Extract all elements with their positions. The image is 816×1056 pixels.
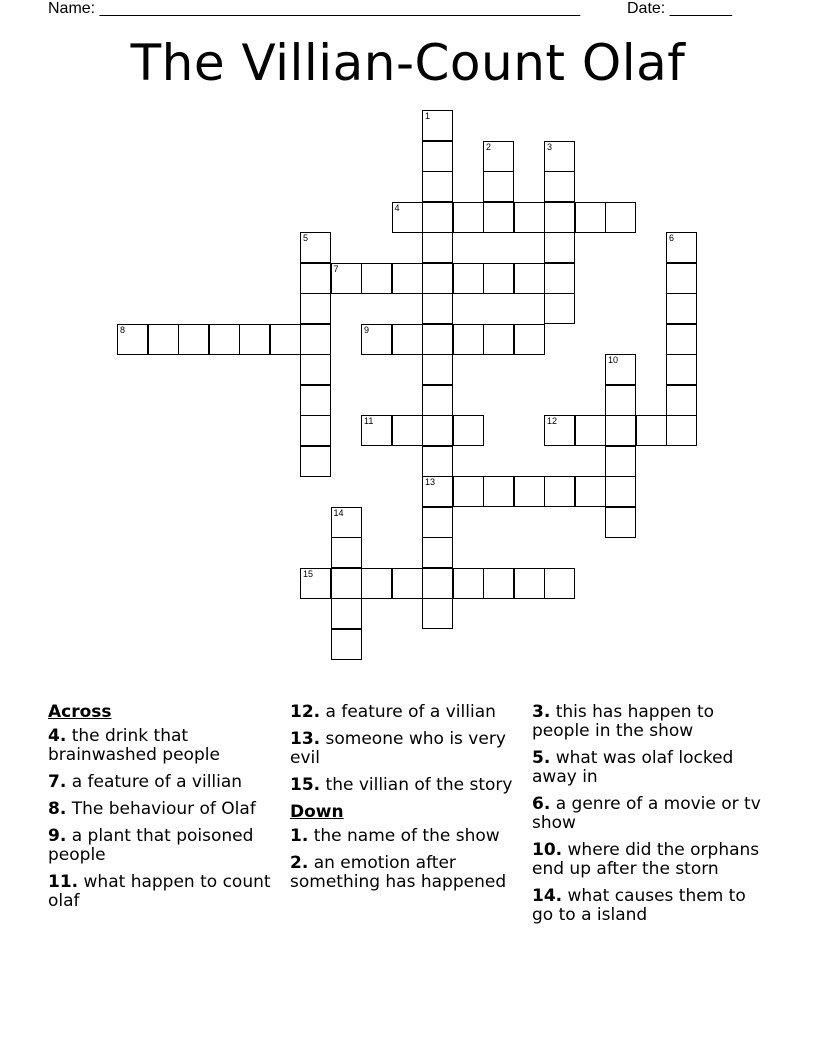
clue-text: the name of the show xyxy=(308,826,500,846)
grid-cell[interactable] xyxy=(361,324,392,355)
grid-cell[interactable] xyxy=(361,415,392,446)
clue-number: 4. xyxy=(48,726,67,746)
clue-number: 8. xyxy=(48,799,67,819)
clue-across-11 xyxy=(48,873,284,911)
grid-cell[interactable] xyxy=(422,293,453,324)
grid-cell[interactable] xyxy=(544,232,575,263)
grid-cell[interactable] xyxy=(453,568,484,599)
clue-text: a genre of a movie or tv show xyxy=(532,794,761,833)
grid-cell[interactable] xyxy=(422,324,453,355)
grid-cell[interactable] xyxy=(331,629,362,660)
grid-cell[interactable] xyxy=(422,171,453,202)
clue-text: what causes them to go to a island xyxy=(532,886,746,925)
grid-cell[interactable] xyxy=(300,324,331,355)
clue-number: 6. xyxy=(532,794,551,814)
clue-number: 2. xyxy=(290,853,309,873)
clue-down-10 xyxy=(532,841,768,879)
clue-number: 5. xyxy=(532,748,551,768)
clue-across-15 xyxy=(290,776,526,795)
grid-cell[interactable] xyxy=(422,415,453,446)
grid-cell[interactable] xyxy=(392,568,423,599)
clue-column-3 xyxy=(532,703,768,933)
grid-cell[interactable] xyxy=(514,202,545,233)
clue-number: 7. xyxy=(48,772,67,792)
grid-cell[interactable] xyxy=(483,263,514,294)
across-heading: Across xyxy=(48,702,112,722)
grid-cell[interactable] xyxy=(666,354,697,385)
grid-cell[interactable] xyxy=(148,324,179,355)
grid-cell[interactable] xyxy=(300,263,331,294)
grid-cell[interactable] xyxy=(178,324,209,355)
clue-number: 10. xyxy=(532,840,563,860)
cell-number: 9 xyxy=(364,324,370,335)
clue-across-13 xyxy=(290,730,526,768)
grid-cell[interactable] xyxy=(331,537,362,568)
name-field-label: Name: ______________________________________________________ xyxy=(48,0,581,17)
grid-cell[interactable] xyxy=(422,232,453,263)
grid-cell[interactable] xyxy=(575,476,606,507)
grid-cell[interactable] xyxy=(666,263,697,294)
grid-cell[interactable] xyxy=(422,263,453,294)
clue-across-4 xyxy=(48,727,284,765)
cell-number: 7 xyxy=(333,263,339,274)
grid-cell[interactable] xyxy=(392,202,423,233)
grid-cell[interactable] xyxy=(300,293,331,324)
grid-cell[interactable] xyxy=(544,476,575,507)
clue-text: what was olaf locked away in xyxy=(532,748,734,787)
clue-text: a feature of a villian xyxy=(320,702,496,722)
grid-cell[interactable] xyxy=(392,263,423,294)
clue-number: 3. xyxy=(532,702,551,722)
grid-cell[interactable] xyxy=(636,415,667,446)
cell-number: 15 xyxy=(303,568,314,579)
grid-cell[interactable] xyxy=(575,415,606,446)
grid-cell[interactable] xyxy=(422,446,453,477)
grid-cell[interactable] xyxy=(300,385,331,416)
grid-cell[interactable] xyxy=(392,324,423,355)
clue-down-6 xyxy=(532,795,768,833)
cell-number: 6 xyxy=(669,233,675,243)
clue-text: an emotion after something has happened xyxy=(290,853,507,892)
grid-cell[interactable] xyxy=(483,324,514,355)
clue-number: 15. xyxy=(290,775,321,795)
clue-across-12 xyxy=(290,703,526,722)
cell-number: 8 xyxy=(120,324,126,335)
clue-text: this has happen to people in the show xyxy=(532,702,715,741)
clue-across-8 xyxy=(48,800,284,819)
grid-cell[interactable] xyxy=(483,171,514,202)
clue-text: where did the orphans end up after the storn xyxy=(532,840,760,879)
grid-cell[interactable] xyxy=(300,446,331,477)
grid-cell[interactable] xyxy=(209,324,240,355)
grid-cell[interactable] xyxy=(300,232,331,263)
clue-across-7 xyxy=(48,773,284,792)
grid-cell[interactable] xyxy=(422,110,453,141)
clue-text: the villian of the story xyxy=(320,775,513,795)
down-heading: Down xyxy=(290,802,344,822)
grid-cell[interactable] xyxy=(483,141,514,172)
grid-cell[interactable] xyxy=(300,568,331,599)
grid-cell[interactable] xyxy=(666,385,697,416)
date-field-label: Date: _______ xyxy=(627,0,732,17)
clue-text: The behaviour of Olaf xyxy=(66,799,256,819)
grid-cell[interactable] xyxy=(544,171,575,202)
grid-cell[interactable] xyxy=(453,476,484,507)
grid-cell[interactable] xyxy=(605,476,636,507)
cell-number: 10 xyxy=(608,355,619,365)
grid-cell[interactable] xyxy=(361,263,392,294)
clue-number: 9. xyxy=(48,826,67,846)
grid-cell[interactable] xyxy=(514,568,545,599)
clue-number: 13. xyxy=(290,729,321,749)
grid-cell[interactable] xyxy=(117,324,148,355)
grid-cell[interactable] xyxy=(605,385,636,416)
cell-number: 13 xyxy=(425,477,436,487)
grid-cell[interactable] xyxy=(422,202,453,233)
grid-cell[interactable] xyxy=(331,263,362,294)
grid-cell[interactable] xyxy=(453,415,484,446)
grid-cell[interactable] xyxy=(239,324,270,355)
grid-cell[interactable] xyxy=(483,568,514,599)
grid-cell[interactable] xyxy=(422,507,453,538)
clue-text: what happen to count olaf xyxy=(48,872,271,911)
grid-cell[interactable] xyxy=(514,324,545,355)
grid-cell[interactable] xyxy=(422,598,453,629)
clue-text: a plant that poisoned people xyxy=(48,826,254,865)
grid-cell[interactable] xyxy=(331,507,362,538)
grid-cell[interactable] xyxy=(270,324,301,355)
clue-column-1 xyxy=(48,703,284,919)
clue-down-2 xyxy=(290,854,526,892)
grid-cell[interactable] xyxy=(392,415,423,446)
grid-cell[interactable] xyxy=(361,568,392,599)
grid-cell[interactable] xyxy=(453,202,484,233)
grid-cell[interactable] xyxy=(605,415,636,446)
grid-cell[interactable] xyxy=(544,568,575,599)
puzzle-title: The Villian-Count Olaf xyxy=(130,34,686,92)
cell-number: 12 xyxy=(547,416,558,426)
clue-number: 11. xyxy=(48,872,79,892)
grid-cell[interactable] xyxy=(544,263,575,294)
cell-number: 2 xyxy=(486,141,492,152)
grid-cell[interactable] xyxy=(422,568,453,599)
grid-cell[interactable] xyxy=(422,385,453,416)
clue-down-3 xyxy=(532,703,768,741)
grid-cell[interactable] xyxy=(605,507,636,538)
grid-cell[interactable] xyxy=(666,415,697,446)
cell-number: 4 xyxy=(394,202,400,213)
clue-column-2 xyxy=(290,703,526,900)
grid-cell[interactable] xyxy=(575,202,606,233)
grid-cell[interactable] xyxy=(453,324,484,355)
grid-cell[interactable] xyxy=(422,476,453,507)
cell-number: 3 xyxy=(547,141,553,152)
clue-text: a feature of a villian xyxy=(66,772,243,792)
grid-cell[interactable] xyxy=(422,141,453,172)
cell-number: 5 xyxy=(303,233,309,243)
cell-number: 14 xyxy=(333,507,344,518)
clue-down-1 xyxy=(290,827,526,846)
grid-cell[interactable] xyxy=(666,324,697,355)
grid-cell[interactable] xyxy=(544,141,575,172)
clue-text: the drink that brainwashed people xyxy=(48,726,220,765)
clue-down-14 xyxy=(532,887,768,925)
grid-cell[interactable] xyxy=(666,232,697,263)
grid-cell[interactable] xyxy=(666,293,697,324)
grid-cell[interactable] xyxy=(422,354,453,385)
grid-cell[interactable] xyxy=(300,415,331,446)
grid-cell[interactable] xyxy=(483,202,514,233)
grid-cell[interactable] xyxy=(453,263,484,294)
clue-text: someone who is very evil xyxy=(290,729,506,768)
grid-cell[interactable] xyxy=(605,202,636,233)
clue-down-5 xyxy=(532,749,768,787)
grid-cell[interactable] xyxy=(514,263,545,294)
cell-number: 1 xyxy=(425,111,431,121)
grid-cell[interactable] xyxy=(331,568,362,599)
grid-cell[interactable] xyxy=(544,202,575,233)
grid-cell[interactable] xyxy=(422,537,453,568)
grid-cell[interactable] xyxy=(544,293,575,324)
grid-cell[interactable] xyxy=(605,446,636,477)
clue-number: 14. xyxy=(532,886,563,906)
grid-cell[interactable] xyxy=(514,476,545,507)
clue-number: 1. xyxy=(290,826,309,846)
clue-number: 12. xyxy=(290,702,321,722)
grid-cell[interactable] xyxy=(544,415,575,446)
grid-cell[interactable] xyxy=(300,354,331,385)
grid-cell[interactable] xyxy=(605,354,636,385)
grid-cell[interactable] xyxy=(483,476,514,507)
cell-number: 11 xyxy=(364,416,374,426)
grid-cell[interactable] xyxy=(331,598,362,629)
clue-across-9 xyxy=(48,827,284,865)
